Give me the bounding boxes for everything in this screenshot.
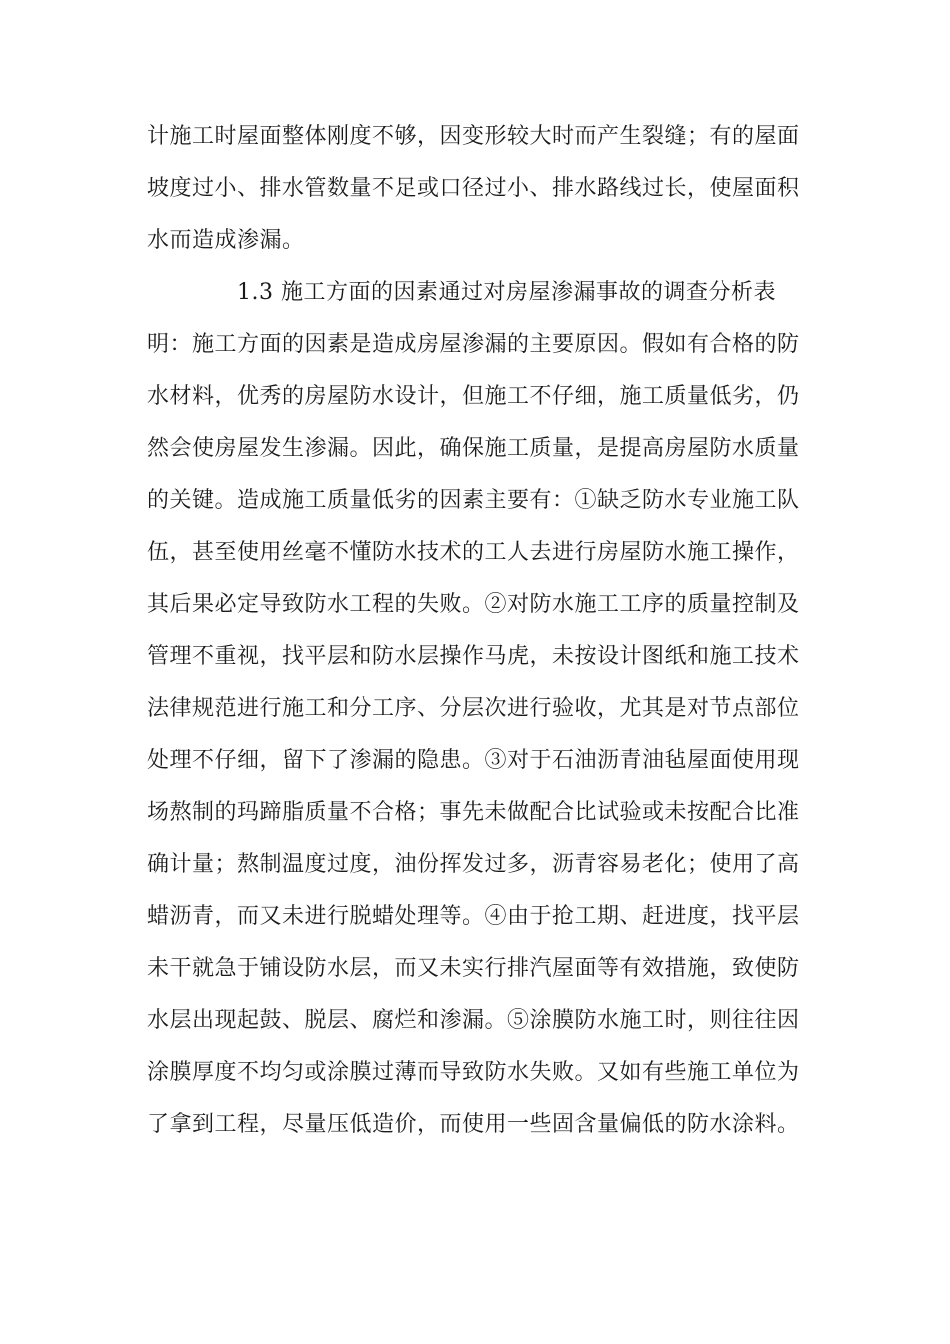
text-line: 了拿到工程，尽量压低造价，而使用一些固含量偏低的防水涂料。 <box>147 1112 800 1137</box>
text-line: 法律规范进行施工和分工序、分层次进行验收，尤其是对节点部位 <box>147 696 800 721</box>
text-line: 然会使房屋发生渗漏。因此，确保施工质量，是提高房屋防水质量 <box>147 436 800 461</box>
text-line: 确计量；熬制温度过度，油份挥发过多，沥青容易老化；使用了高 <box>147 852 800 877</box>
text-line: 处理不仔细，留下了渗漏的隐患。③对于石油沥青油毡屋面使用现 <box>147 748 800 773</box>
text-line: 场熬制的玛蹄脂质量不合格；事先未做配合比试验或未按配合比准 <box>147 800 800 825</box>
text-line: 水材料，优秀的房屋防水设计，但施工不仔细，施工质量低劣，仍 <box>147 384 800 409</box>
text-line: 管理不重视，找平层和防水层操作马虎，未按设计图纸和施工技术 <box>147 644 800 669</box>
text-line: 坡度过小、排水管数量不足或口径过小、排水路线过长，使屋面积 <box>147 176 800 201</box>
text-line: 水而造成渗漏。 <box>147 228 305 253</box>
text-line: 明：施工方面的因素是造成房屋渗漏的主要原因。假如有合格的防 <box>147 332 800 357</box>
section-heading-line: 1.3 施工方面的因素通过对房屋渗漏事故的调查分析表 <box>237 280 776 305</box>
text-line: 其后果必定导致防水工程的失败。②对防水施工工序的质量控制及 <box>147 592 800 617</box>
text-line: 的关键。造成施工质量低劣的因素主要有：①缺乏防水专业施工队 <box>147 488 800 513</box>
text-line: 蜡沥青，而又未进行脱蜡处理等。④由于抢工期、赶进度，找平层 <box>147 904 800 929</box>
text-line: 未干就急于铺设防水层，而又未实行排汽屋面等有效措施，致使防 <box>147 956 800 981</box>
text-line: 计施工时屋面整体刚度不够，因变形较大时而产生裂缝；有的屋面 <box>147 124 800 149</box>
text-line: 水层出现起鼓、脱层、腐烂和渗漏。⑤涂膜防水施工时，则往往因 <box>147 1008 800 1033</box>
text-line: 涂膜厚度不均匀或涂膜过薄而导致防水失败。又如有些施工单位为 <box>147 1060 800 1085</box>
text-line: 伍，甚至使用丝毫不懂防水技术的工人去进行房屋防水施工操作， <box>147 540 800 565</box>
